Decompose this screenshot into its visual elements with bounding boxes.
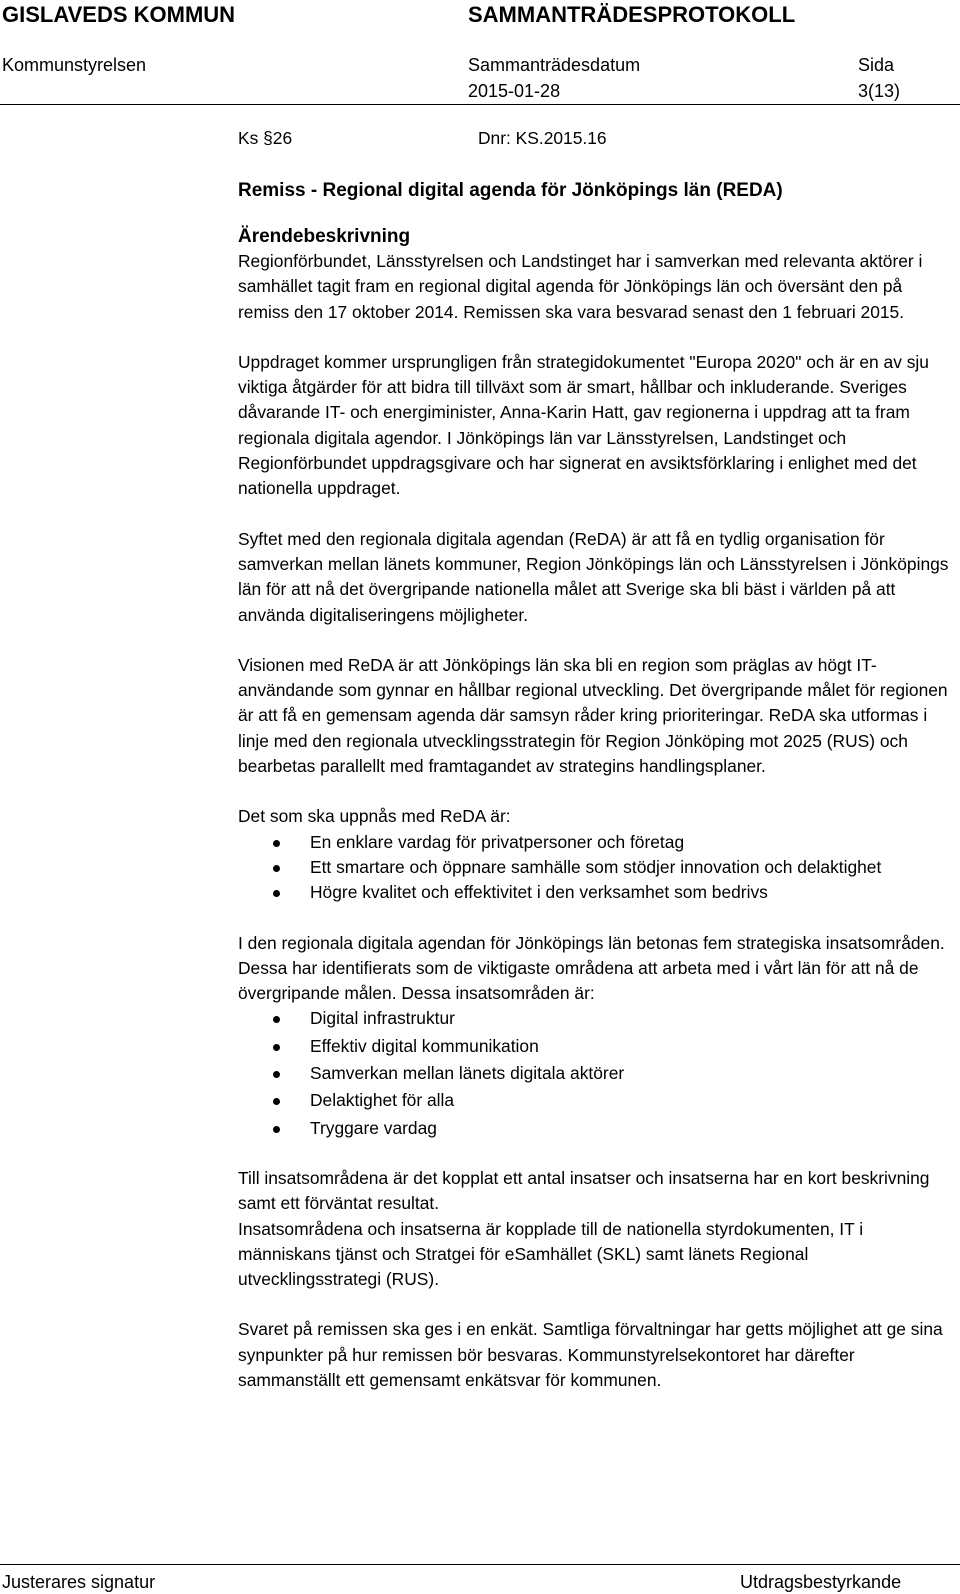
- paragraph-response: Svaret på remissen ska ges i en enkät. Samtliga förvaltningar har getts möjlighet att ge sina synpunkter på hur remissen bör besvaras. Kommunstyrelsekontoret har därefter sammanställt ett gemensamt enkätsvar för kommunen.: [238, 1319, 943, 1390]
- focus-areas-list: [238, 1006, 953, 1140]
- paragraph-purpose: Syftet med den regionala digitala agendan (ReDA) är att få en tydlig organisation för samverkan mellan länets kommuner, Region Jönköpings län och Länsstyrelsen i Jönköpings län för att nå det övergripande nationella målet att Sverige ska bli bäst i världen på att använda digitaliseringens möjligheter.: [238, 528, 949, 625]
- paragraph-actions: Till insatsområdena är det kopplat ett antal insatser och insatserna har en kort beskrivning samt ett förväntat resultat.: [238, 1167, 930, 1214]
- list-item: Tryggare vardag: [238, 1116, 953, 1141]
- paragraph-links: Insatsområdena och insatserna är kopplade till de nationella styrdokumenten, IT i människans tjänst och Stratgei för eSamhället (SKL) samt länets Regional utvecklingsstrategi (RUS).: [238, 1218, 864, 1290]
- paragraph-focus-areas-intro: I den regionala digitala agendan för Jönköpings län betonas fem strategiska insatsområden. Dessa har identifierats som de viktigaste områdena att arbeta med i vårt län för att nå de övergripande målen. Dessa insatsområden är:: [238, 932, 945, 1004]
- document-title: Remiss - Regional digital agenda för Jönköpings län (REDA): [238, 180, 783, 201]
- bullet-icon: [273, 890, 280, 897]
- bullet-icon: [273, 1126, 280, 1133]
- meeting-date: 2015-01-28: [468, 81, 561, 101]
- list-item: Effektiv digital kommunikation: [238, 1034, 953, 1059]
- bullet-icon: [273, 1016, 280, 1023]
- footer-divider: [0, 1564, 960, 1565]
- page-header: [0, 0, 960, 106]
- header-divider: [0, 104, 960, 105]
- section-heading: Ärendebeskrivning: [238, 226, 411, 247]
- bullet-icon: [273, 840, 280, 847]
- paragraph-vision: Visionen med ReDA är att Jönköpings län ska bli en region som präglas av högt IT-användande som gynnar en hållbar regional utveckling. Det övergripande målet för regionen är att få en gemensam agenda där samsyn råder kring prioriteringar. ReDA ska utformas i linje med den regionala utvecklingsstrategin för Region Jönköping mot 2025 (RUS) och bearbetas parallellt med framtagandet av strategins handlingsplaner.: [238, 654, 948, 777]
- list-item: Högre kvalitet och effektivitet i den verksamhet som bedrivs: [238, 880, 953, 905]
- adjuster-signature-label: Justerares signatur: [2, 1572, 156, 1592]
- case-diary-number: Dnr: KS.2015.16: [478, 128, 607, 148]
- page-label: Sida: [858, 55, 895, 75]
- document-body: [238, 126, 953, 1393]
- list-item: Digital infrastruktur: [238, 1006, 953, 1031]
- bullet-icon: [273, 865, 280, 872]
- list-item: Ett smartare och öppnare samhälle som stödjer innovation och delaktighet: [238, 855, 953, 880]
- paragraph-background: Regionförbundet, Länsstyrelsen och Landstinget har i samverkan med relevanta aktörer i samhället tagit fram en regional digital agenda för Jönköpings län och översänt den på remiss den 17 oktober 2014. Remissen ska vara besvarad senast den 1 februari 2015.: [238, 251, 923, 322]
- list-item: Delaktighet för alla: [238, 1088, 953, 1113]
- goals-list: [238, 830, 953, 906]
- extract-certification-label: Utdragsbestyrkande: [740, 1572, 902, 1592]
- paragraph-goals-intro: Det som ska uppnås med ReDA är:: [238, 806, 511, 827]
- paragraph-origin: Uppdraget kommer ursprungligen från strategidokumentet "Europa 2020" och är en av sju viktiga åtgärder för att bidra till tillväxt som är smart, hållbar och inkluderande. Sveriges dåvarande IT- och energiminister, Anna-Karin Hatt, gav regionerna i uppdrag att ta fram regionala digitala agendor. I Jönköpings län var Länsstyrelsen, Landstinget och Regionförbundet uppdragsgivare och har signerat en avsiktsförklaring i enlighet med det nationella uppdraget.: [238, 351, 929, 499]
- bullet-icon: [273, 1044, 280, 1051]
- case-reference: [238, 126, 953, 152]
- committee-name: Kommunstyrelsen: [2, 55, 147, 75]
- organization-name: GISLAVEDS KOMMUN: [2, 2, 236, 27]
- document-type: SAMMANTRÄDESPROTOKOLL: [468, 2, 796, 27]
- list-item: En enklare vardag för privatpersoner och företag: [238, 830, 953, 855]
- meeting-date-label: Sammanträdesdatum: [468, 55, 641, 75]
- bullet-icon: [273, 1071, 280, 1078]
- list-item: Samverkan mellan länets digitala aktörer: [238, 1061, 953, 1086]
- page-number: 3(13): [858, 81, 901, 101]
- case-paragraph-number: Ks §26: [238, 128, 293, 148]
- bullet-icon: [273, 1098, 280, 1105]
